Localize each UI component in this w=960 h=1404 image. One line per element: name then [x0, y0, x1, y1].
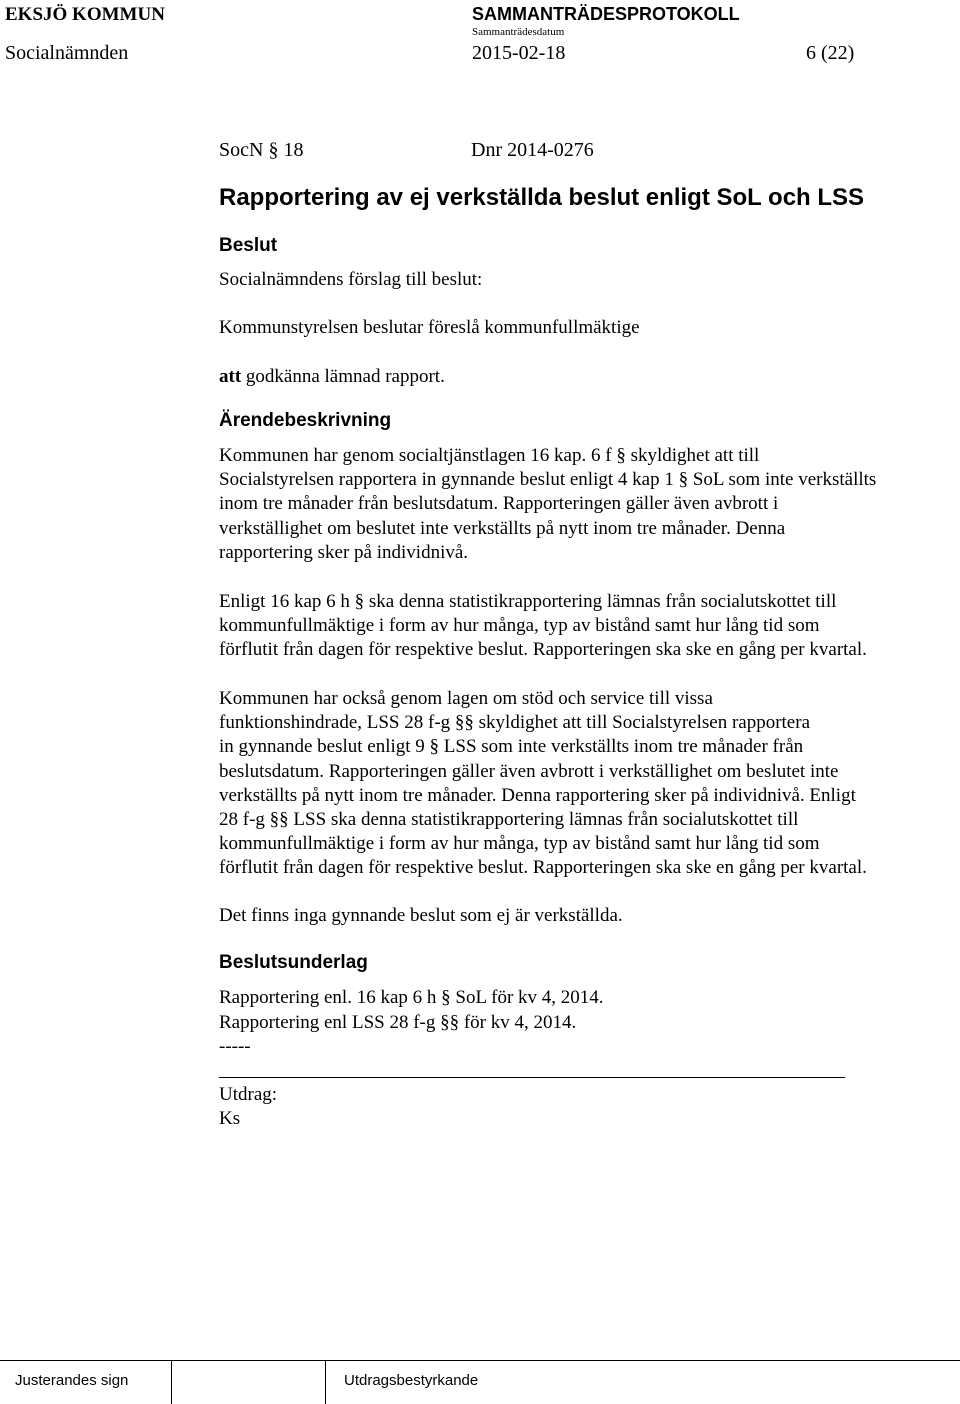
organization-name: EKSJÖ KOMMUN [5, 4, 165, 25]
page-title: Rapportering av ej verkställda beslut enligt SoL och LSS [219, 184, 865, 211]
arende-paragraph-2 [219, 590, 867, 663]
paragraph-line: kommunfullmäktige i form av hur många, typ av bistånd samt hur lång tid som [219, 615, 820, 637]
paragraph-line: Socialstyrelsen rapportera in gynnande beslut enligt 4 kap 1 § SoL som inte verkställts [219, 469, 877, 491]
paragraph-line: Kommunen har också genom lagen om stöd och service till vissa [219, 688, 713, 709]
meeting-date: 2015-02-18 [472, 42, 566, 64]
paragraph-line: Enligt 16 kap 6 h § ska denna statistikrapportering lämnas från socialutskottet till [219, 591, 837, 612]
underlag-item: Rapportering enl LSS 28 f-g §§ för kv 4, 2014. [219, 1012, 577, 1033]
paragraph-line: kommunfullmäktige i form av hur många, typ av bistånd samt hur lång tid som [219, 833, 820, 855]
sign-label: Justerandes sign [15, 1372, 129, 1389]
diary-number: Dnr 2014-0276 [471, 139, 594, 161]
paragraph-line: Kommunen har genom socialtjänstlagen 16 kap. 6 f § skyldighet att till [219, 445, 760, 466]
arende-paragraph-4: Det finns inga gynnande beslut som ej är verkställda. [219, 905, 623, 926]
beslut-heading: Beslut [219, 235, 278, 256]
utdrag-recipient: Ks [219, 1108, 241, 1129]
separator-dashes: ----- [219, 1036, 251, 1057]
footer-divider [171, 1361, 172, 1404]
utdrag-label: Utdrag: [219, 1084, 278, 1105]
paragraph-line: beslutsdatum. Rapporteringen gäller även avbrott i verkställighet om beslutet inte [219, 760, 839, 782]
protocol-title: SAMMANTRÄDESPROTOKOLL [472, 4, 740, 24]
paragraph-line: förflutit från dagen för respektive beslut. Rapporteringen ska ske en gång per kvartal. [219, 639, 867, 661]
board-name: Socialnämnden [5, 42, 129, 64]
arende-paragraph-1 [219, 444, 876, 565]
paragraph-line: förflutit från dagen för respektive beslut. Rapporteringen ska ske en gång per kvartal. [219, 857, 867, 879]
footer-rule [0, 1360, 960, 1361]
certify-label: Utdragsbestyrkande [344, 1372, 479, 1389]
section-number: SocN § 18 [219, 139, 304, 161]
att-clause [219, 365, 445, 389]
footer-divider [325, 1361, 326, 1404]
proposal-line: Kommunstyrelsen beslutar föreslå kommunfullmäktige [219, 317, 640, 338]
paragraph-line: in gynnande beslut enligt 9 § LSS som inte verkställts inom tre månader från [219, 736, 804, 758]
att-word: att [219, 366, 242, 387]
paragraph-line: verkställts på nytt inom tre månader. Denna rapportering sker på individnivå. Enligt [219, 784, 856, 806]
arende-heading: Ärendebeskrivning [219, 410, 392, 431]
paragraph-line: verkställighet om beslutet inte verkställts på nytt inom tre månader. Denna [219, 517, 786, 539]
paragraph-line: 28 f-g §§ LSS ska denna statistikrapportering lämnas från socialutskottet till [219, 808, 799, 830]
page-number: 6 (22) [806, 42, 855, 64]
paragraph-line: inom tre månader från beslutsdatum. Rapporteringen gäller även avbrott i [219, 493, 779, 515]
date-label: Sammanträdesdatum [472, 26, 565, 38]
underlag-item: Rapportering enl. 16 kap 6 h § SoL för kv 4, 2014. [219, 987, 604, 1008]
arende-paragraph-3 [219, 687, 867, 881]
paragraph-line: funktionshindrade, LSS 28 f-g §§ skyldighet att till Socialstyrelsen rapportera [219, 712, 811, 734]
underlag-heading: Beslutsunderlag [219, 952, 368, 973]
proposal-intro: Socialnämndens förslag till beslut: [219, 269, 483, 290]
att-text: godkänna lämnad rapport. [241, 366, 445, 387]
paragraph-line: rapportering sker på individnivå. [219, 541, 469, 563]
utdrag-rule [219, 1077, 845, 1078]
